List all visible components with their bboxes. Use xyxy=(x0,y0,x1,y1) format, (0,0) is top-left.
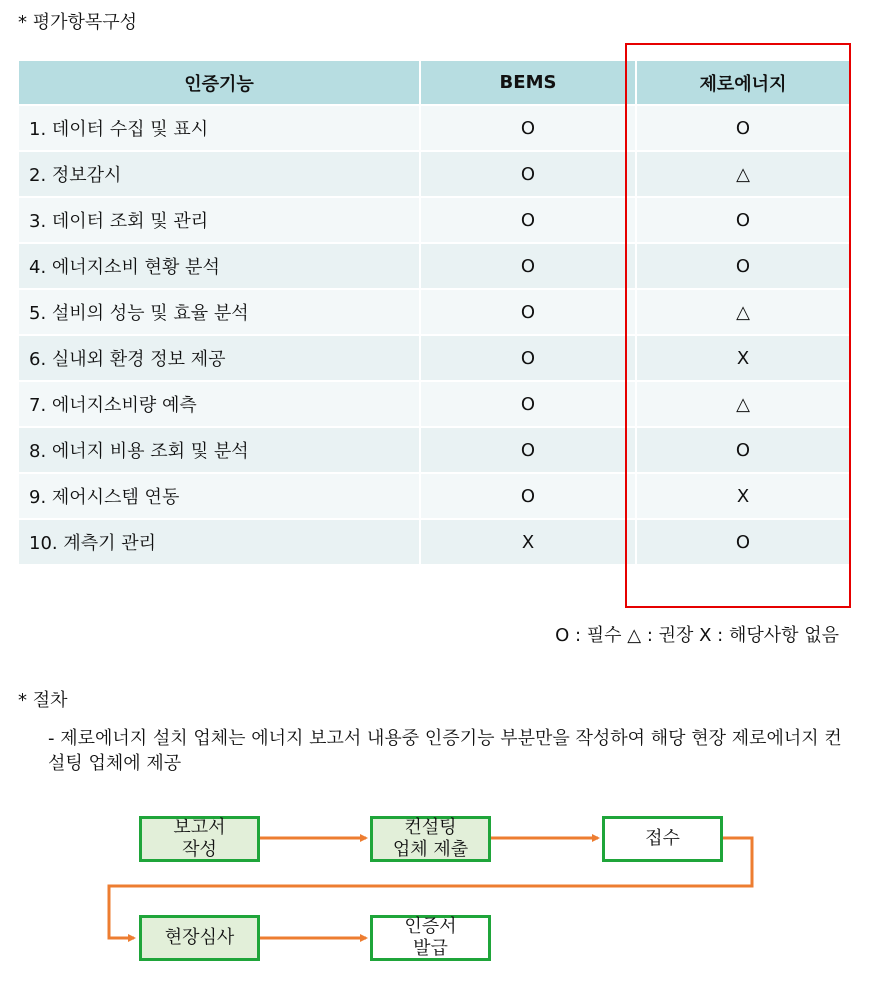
bems-mark: O xyxy=(420,197,636,243)
zero-energy-mark: △ xyxy=(636,151,850,197)
zero-energy-mark: O xyxy=(636,243,850,289)
zero-energy-mark: O xyxy=(636,427,850,473)
function-name: 3. 데이터 조회 및 관리 xyxy=(18,197,420,243)
col-header-function: 인증기능 xyxy=(18,60,420,105)
function-name: 9. 제어시스템 연동 xyxy=(18,473,420,519)
bems-mark: O xyxy=(420,151,636,197)
flow-step-label: 현장심사 xyxy=(164,927,235,948)
zero-energy-mark: X xyxy=(636,473,850,519)
section-heading-evaluation: * 평가항목구성 xyxy=(18,12,138,33)
flow-step-label: 접수 xyxy=(645,828,680,849)
function-name: 1. 데이터 수집 및 표시 xyxy=(18,105,420,151)
flow-step-submit xyxy=(370,816,491,862)
zero-energy-mark: O xyxy=(636,197,850,243)
flow-step-inspection xyxy=(139,915,260,961)
bems-mark: O xyxy=(420,105,636,151)
function-name: 7. 에너지소비량 예측 xyxy=(18,381,420,427)
bems-mark: O xyxy=(420,289,636,335)
function-name: 4. 에너지소비 현황 분석 xyxy=(18,243,420,289)
zero-energy-mark: △ xyxy=(636,381,850,427)
function-name: 5. 설비의 성능 및 효율 분석 xyxy=(18,289,420,335)
col-header-zero-energy: 제로에너지 xyxy=(636,60,850,105)
zero-energy-mark: △ xyxy=(636,289,850,335)
function-name: 10. 계측기 관리 xyxy=(18,519,420,565)
flow-step-report xyxy=(139,816,260,862)
flow-step-receipt xyxy=(602,816,723,862)
zero-energy-mark: X xyxy=(636,335,850,381)
bems-mark: O xyxy=(420,473,636,519)
section-heading-procedure: * 절차 xyxy=(18,690,68,711)
bems-mark: O xyxy=(420,427,636,473)
zero-energy-mark: O xyxy=(636,519,850,565)
flow-step-certificate xyxy=(370,915,491,961)
function-name: 2. 정보감시 xyxy=(18,151,420,197)
bems-mark: O xyxy=(420,243,636,289)
function-name: 6. 실내외 환경 정보 제공 xyxy=(18,335,420,381)
bems-mark: O xyxy=(420,381,636,427)
zero-energy-mark: O xyxy=(636,105,850,151)
bems-mark: X xyxy=(420,519,636,565)
flow-step-label: 인증서 발급 xyxy=(404,916,457,959)
flow-step-label: 보고서 작성 xyxy=(173,817,226,860)
flow-step-label: 컨설팅 업체 제출 xyxy=(392,817,469,860)
col-header-bems: BEMS xyxy=(420,60,636,105)
bems-mark: O xyxy=(420,335,636,381)
function-name: 8. 에너지 비용 조회 및 분석 xyxy=(18,427,420,473)
procedure-description: - 제로에너지 설치 업체는 에너지 보고서 내용중 인증기능 부분만을 작성하여 해당 현장 제로에너지 컨설팅 업체에 제공 xyxy=(48,728,842,774)
legend-text: O : 필수 △ : 권장 X : 해당사항 없음 xyxy=(555,625,839,646)
